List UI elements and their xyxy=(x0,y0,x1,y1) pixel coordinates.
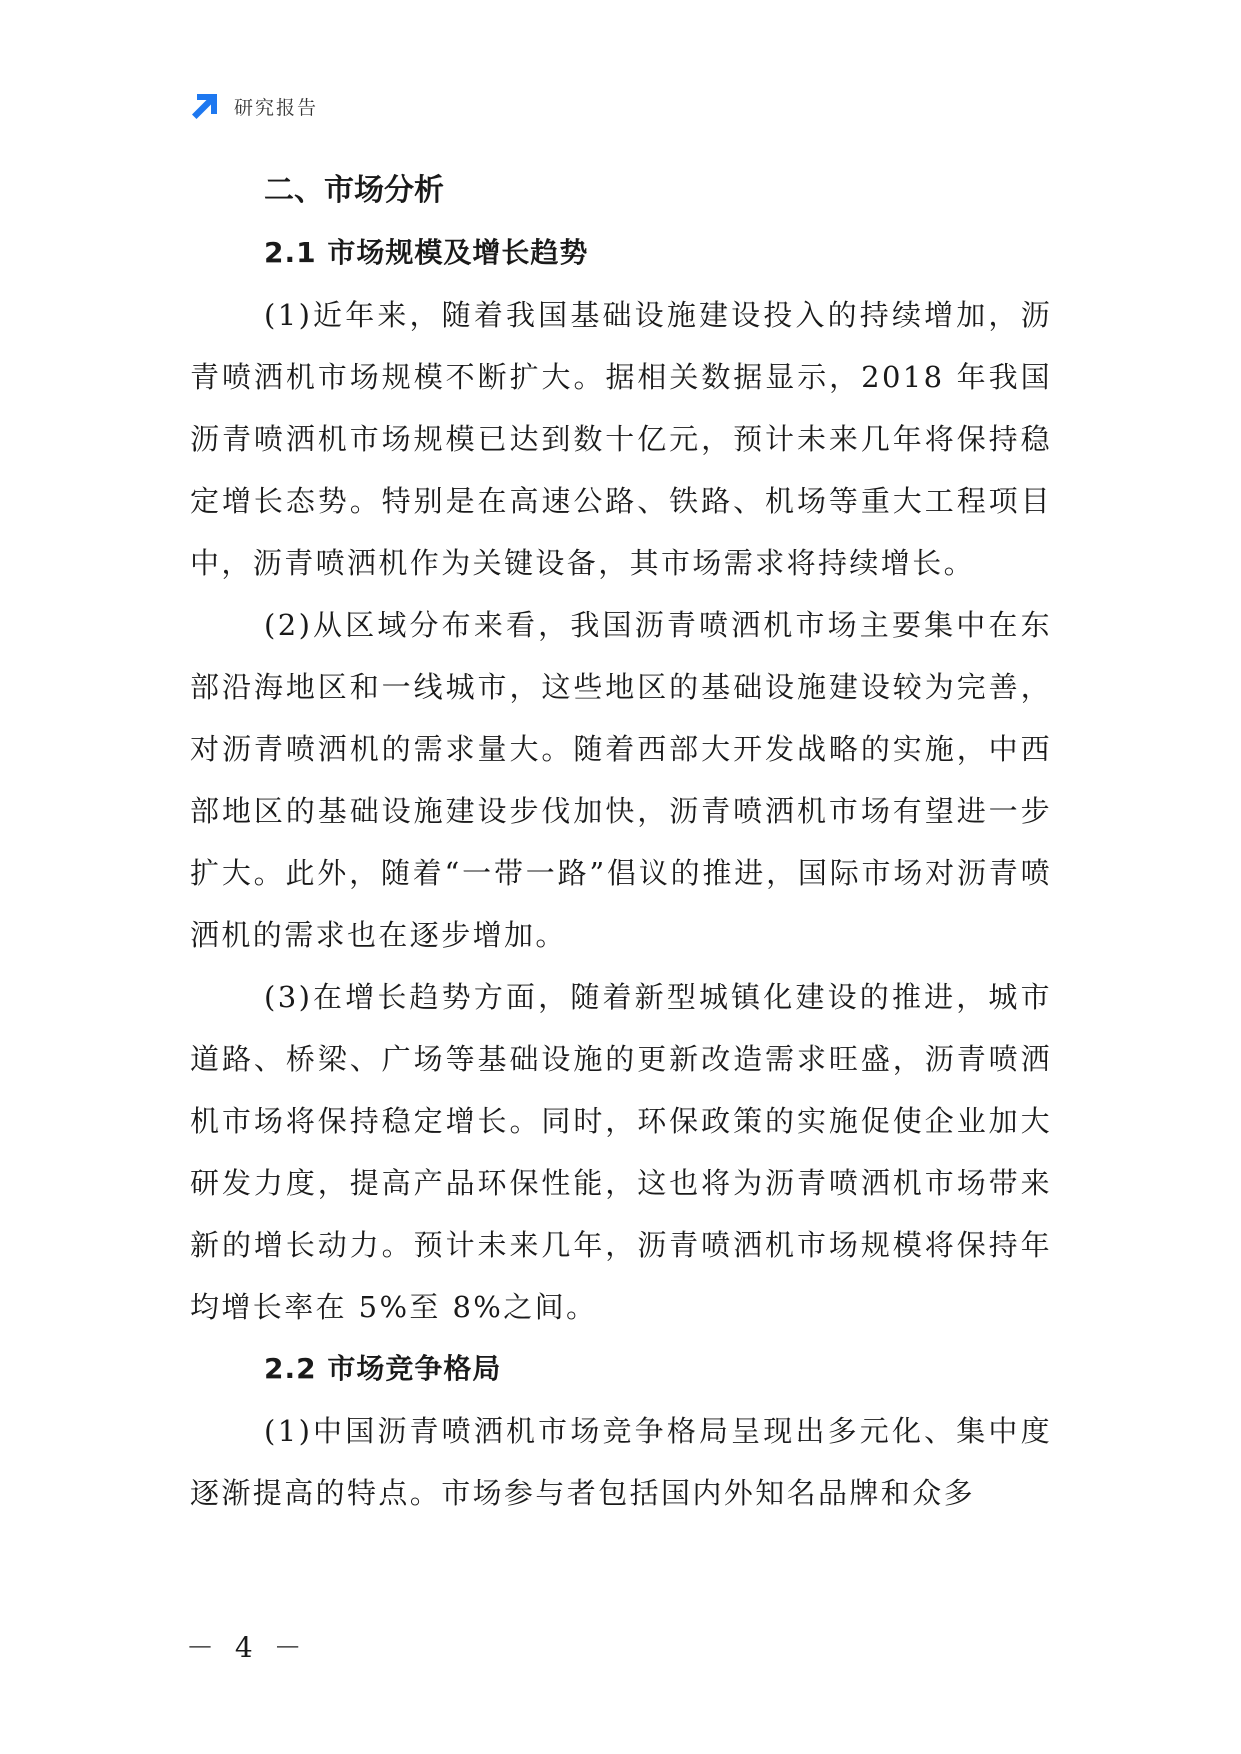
subsection-title-2-1: 2.1 市场规模及增长趋势 xyxy=(264,236,589,269)
paragraph-2-1-2: (2)从区域分布来看，我国沥青喷洒机市场主要集中在东部沿海地区和一线城市，这些地区的基础设施建设较为完善，对沥青喷洒机的需求量大。随着西部大开发战略的实施，中西部地区的基础设施建设步伐加快，沥青喷洒机市场有望进一步扩大。此外，随着“一带一路”倡议的推进，国际市场对沥青喷洒机的需求也在逐步增加。 xyxy=(190,608,1052,952)
document-body xyxy=(190,160,1052,1524)
header-title: 研究报告 xyxy=(234,96,319,119)
report-header xyxy=(190,88,318,124)
page-number: － 4 － xyxy=(186,1631,308,1664)
paragraph-2-1-1: (1)近年来，随着我国基础设施建设投入的持续增加，沥青喷洒机市场规模不断扩大。据相关数据显示，2018 年我国沥青喷洒机市场规模已达到数十亿元，预计未来几年将保持稳定增长态势。特别是在高速公路、铁路、机场等重大工程项目中，沥青喷洒机作为关键设备，其市场需求将持续增长。 xyxy=(190,298,1052,580)
arrow-up-right-icon xyxy=(190,91,220,121)
paragraph-2-2-1: (1)中国沥青喷洒机市场竞争格局呈现出多元化、集中度逐渐提高的特点。市场参与者包括国内外知名品牌和众多 xyxy=(190,1414,1052,1510)
paragraph-2-1-3: (3)在增长趋势方面，随着新型城镇化建设的推进，城市道路、桥梁、广场等基础设施的更新改造需求旺盛，沥青喷洒机市场将保持稳定增长。同时，环保政策的实施促使企业加大研发力度，提高产品环保性能，这也将为沥青喷洒机市场带来新的增长动力。预计未来几年，沥青喷洒机市场规模将保持年均增长率在 5%至 8%之间。 xyxy=(190,980,1052,1324)
section-title: 二、市场分析 xyxy=(264,173,444,208)
subsection-title-2-2: 2.2 市场竞争格局 xyxy=(264,1352,502,1385)
